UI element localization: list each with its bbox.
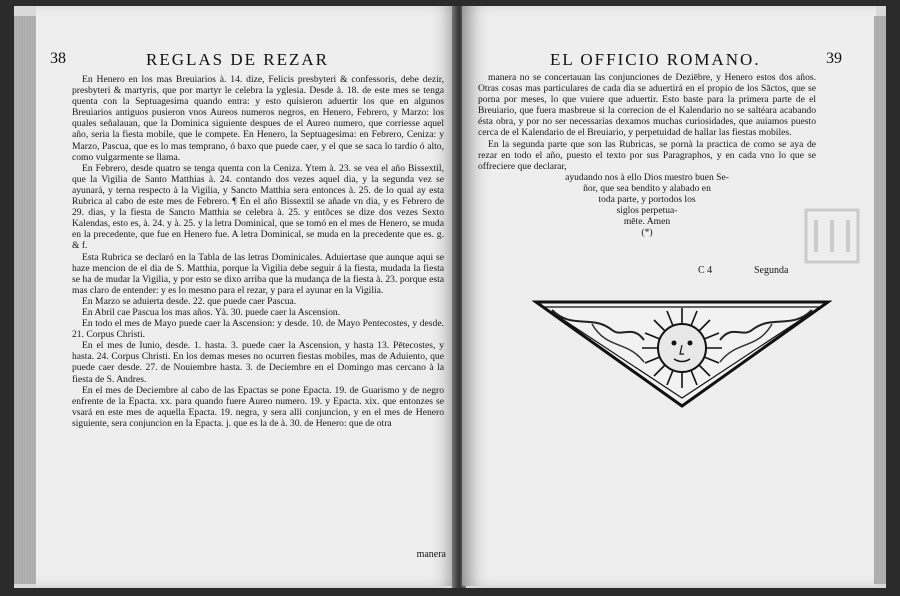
left-page bbox=[36, 6, 458, 586]
page-number: 38 bbox=[50, 50, 66, 67]
paragraph: manera no se concertauan las conjunciones de Deziēbre, y Henero estos dos años. Otras cosas mas particulares de cada dia se aduertirá en el propio de los Sāctos, que se porna por meses, lo que vuiere que aduertir. Esto baste para la primera parte de el Breuiario, que fuera masbreue si la correcion de el Kalendario no se saltéara acabando ésta obra, y por no ser necessarias dexamos muchas curiosidades, que auiamos puesto cerca de el Kalendario de el Breuiario, y perpetuidad de hallar las fiestas mobiles. bbox=[478, 72, 816, 139]
page-edges-left bbox=[14, 16, 36, 584]
paragraph: En Henero en los mas Breuiarios à. 14. dize, Felicis presbyteri & confessoris, debe dezir, presbyteri & martyris, que por martyr le celebra la yglesia. Desde à. 18. de este mes se tenga quenta con la Septuagesima quando entra: y esto quisieron aduertir los que en algunos Breuiarios antiguos pusieron vnos Aureos numeros negros, en Henero, Febrero, y Marzo: los quales señalauan, que la Dominica siguiente despues de el Aureo numero, que corriesse aquel año, seria la fiesta mobile, que le compete. En Henero, la Septuagesima: en Febrero, Ceniza: y Marzo, Pascua, que es lo mas temprano, ó baxo que puede caer, y el que se saca lo tardio ó alto, como vulgarmente se llama. bbox=[72, 74, 444, 163]
paragraph: En todo el mes de Mayo puede caer la Ascension: y desde. 10. de Mayo Pentecostes, y desde. 21. Corpus Christi. bbox=[72, 318, 444, 341]
fleuron-mark: (*) bbox=[641, 227, 653, 239]
body-text bbox=[72, 74, 444, 429]
catchword: Segunda bbox=[754, 265, 789, 276]
paragraph: En Abril cae Pascua los mas años. Yà. 30. puede caer la Ascension. bbox=[82, 306, 341, 318]
closing-invocation bbox=[478, 172, 816, 239]
running-head: REGLAS DE REZAR bbox=[146, 50, 329, 69]
paragraph: En el mes de Iunio, desde. 1. hasta. 3. puede caer la Ascension, y hasta 13. Pētecostes, y hasta. 24. Corpus Christi. En los demas meses no ocurren fiestas mobiles, mas de Aduiento, que puede caer desde. 27. de Nouiembre hasta. 3. de Deciembre en el Domingo mas cercano à la fiesta de S. Andres. bbox=[72, 340, 444, 385]
paragraph: Esta Rubrica se declaró en la Tabla de las letras Dominicales. Aduiertase que aunque aqui se haze mencion de el dia de S. Matthia, porque la Vigilia debe seguir á la fiesta, mudada la fiesta se ha de mudar la Vigilia, y por esto se dixo arriba que la mudança de la fiesta à. 23. porque esta mas claro de entender: y es lo mesmo para el rezar, y para el ayunar en la Vigilia. bbox=[72, 251, 444, 296]
paragraph: En el mes de Deciembre al cabo de las Epactas se pone Epacta. 19. de Guarismo y de negro enfrente de la Epacta. xx. para quando fuere Aureo numero. 19. y Epacta. xix. que entonzes se vsará en este mes de aquella Epacta. 19. negra, y sera alli conjuncion, y en el mes de Henero siguiente, sera conjuncion en la Epacta. j. que es la de à. 30. de Henero: que de otra bbox=[72, 384, 444, 429]
page-number: 39 bbox=[826, 50, 842, 67]
paragraph: En la segunda parte que son las Rubricas, se pornà la practica de como se aya de rezar en todo el año, puesto el texto por sus Paragraphos, y en cada vno lo que se offreciere que declarar, bbox=[478, 138, 816, 172]
closing-line: toda parte, y portodos los bbox=[598, 194, 696, 206]
catchword: manera bbox=[416, 549, 446, 560]
signature-mark: C 4 bbox=[698, 265, 713, 276]
closing-line: mēte. Amen bbox=[623, 216, 671, 228]
paragraph: En Marzo se aduierta desde. 22. que puede caer Pascua. bbox=[82, 295, 297, 307]
closing-line: siglos perpetua- bbox=[616, 205, 678, 217]
closing-line: ñor, que sea bendito y alabado en bbox=[583, 182, 711, 194]
page-edges-right bbox=[874, 16, 886, 584]
right-page bbox=[462, 6, 876, 586]
sun-ornament-icon bbox=[532, 300, 832, 410]
show-through-mark bbox=[802, 206, 862, 266]
running-head: EL OFFICIO ROMANO. bbox=[550, 50, 761, 69]
body-text bbox=[478, 72, 816, 238]
open-book bbox=[14, 6, 886, 588]
paragraph: En Febrero, desde quatro se tenga quenta con la Ceniza. Ytem à. 23. se vea el año Bissextil, que la Vigilia de Santo Matthias à. 24. contando dos vezes aquel dia, y la segunda vez se ayunará, y terna respecto à la Vigilia, y Sancto Matthia sera entonces à. 25. de lo qual ay esta Rubrica al cabo de este mes de Febrero. ¶ En el año Bissextil se añade vn dia, y es Febrero de 29. dias, y la fiesta de Sancto Matthia se celebra à. 25. y entõces se dize dos vezes Sexto Kalendas, esto es, à. 24. y à. 25. y la letra Dominical, que se tomó en el mes de Henero, se muda en la precedente, que fue en Henero fue. A letra Dominical, se muda en la precedente que es. g. & f. bbox=[72, 162, 444, 252]
closing-line: ayudando nos à ello Dios nuestro buen Se- bbox=[565, 171, 729, 183]
